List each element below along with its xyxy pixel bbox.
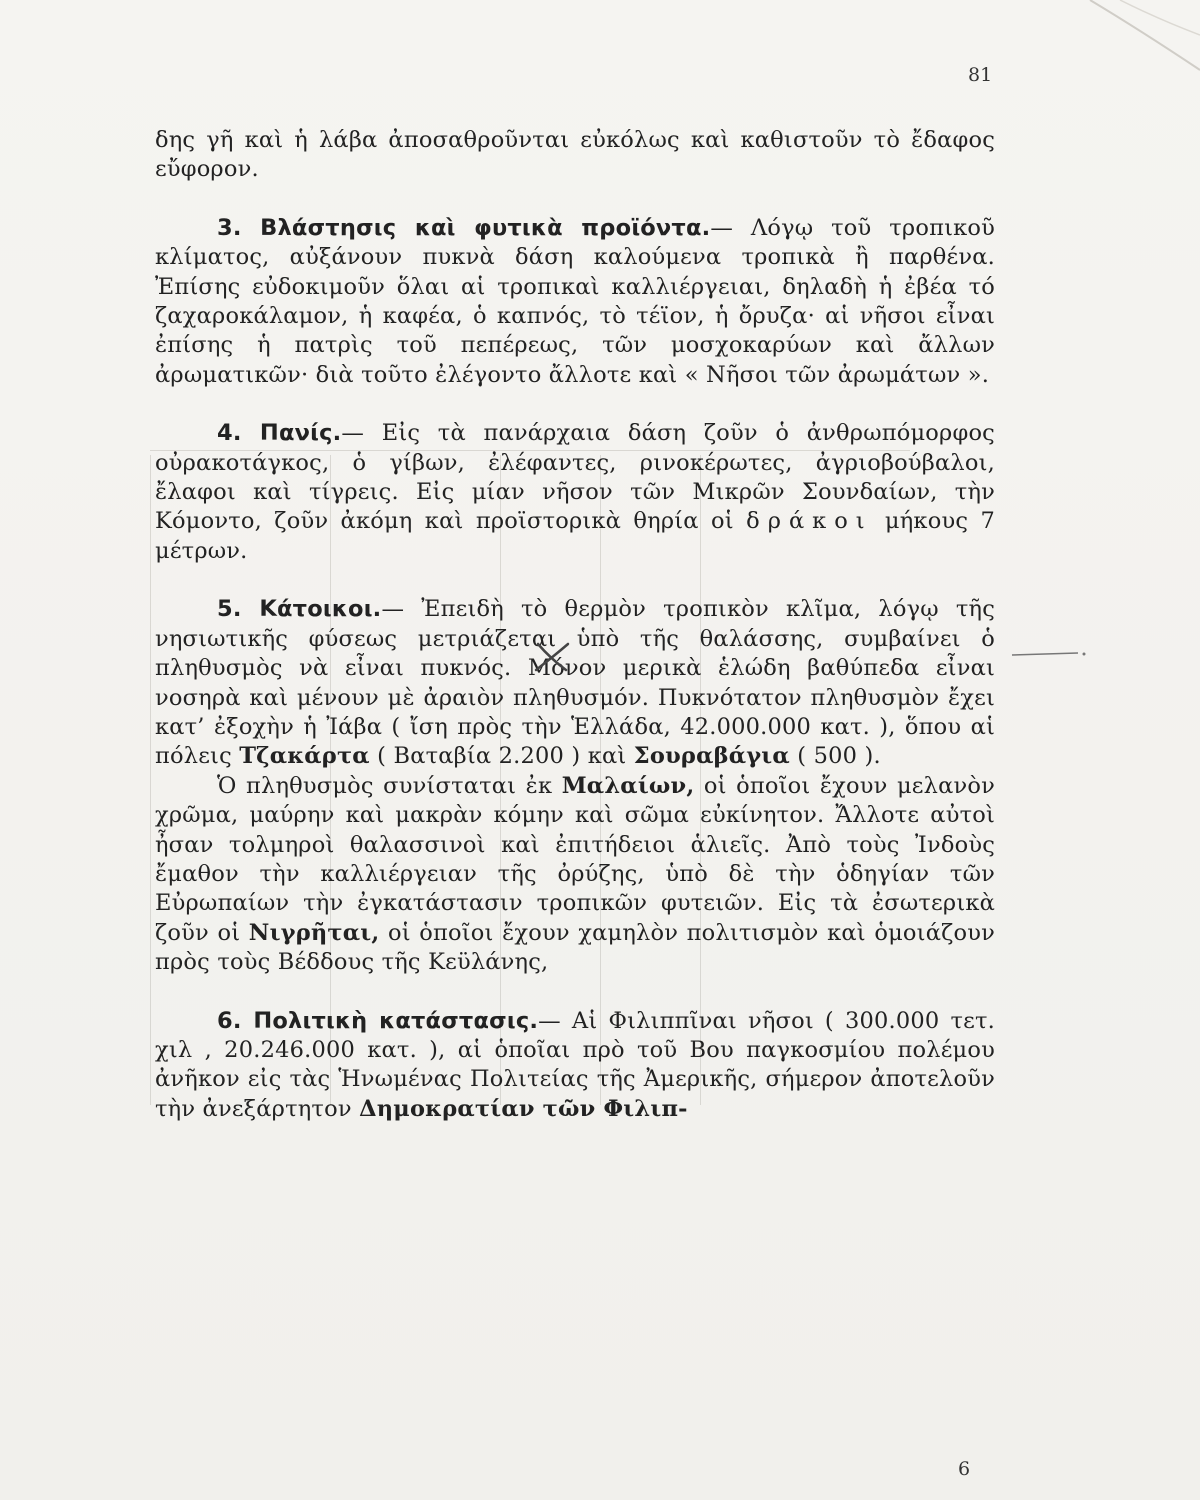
city-name: Σουραβάγια [633,743,790,770]
section-body: — Εἰς τὰ πανάρχαια δάση ζοῦν ὁ ἀνθρωπόμορφος οὐρακοτάγκος, ὁ γίβων, ἐλέφαντες, ρινοκέρωτες, ἀγριοβούβαλοι, ἔλαφοι καὶ τίγρεις. Εἰς μίαν νῆσον τῶν Μικρῶν Σουνδαίων, τὴν Κόμοντο, ζοῦν ἀκόμη καὶ προϊστορικὰ θηρία οἱ [155,420,995,535]
section-inhabitants [155,595,995,771]
body-text [155,126,995,1124]
section-politics [155,1007,995,1125]
section-vegetation [155,214,995,390]
signature-number: 6 [958,1458,971,1480]
paragraph-text: οἱ ὁποῖοι ἔχουν χαμηλὸν πολιτισμὸν καὶ ὁμοιάζουν πρὸς τοὺς Βέδδους τῆς Κεϋλάνης, [155,919,995,976]
paragraph-continuation: δης γῆ καὶ ἡ λάβα ἀποσαθροῦνται εὐκόλως καὶ καθιστοῦν τὸ ἔδαφος εὔφορον. [155,127,995,183]
section-heading: 5. Κάτοικοι. [217,596,382,623]
section-body-tail: μήκους 7 μέτρων. [155,508,995,564]
country-name: Δημοκρατίαν τῶν Φιλιπ- [359,1095,688,1122]
paragraph-gap [155,978,995,1007]
people-name: Μαλαίων, [561,772,695,799]
page-corner-crease [1080,0,1200,90]
margin-pencil-mark [1008,645,1088,665]
section-heading: 4. Πανίς. [217,420,342,447]
section-body: — Ἐπειδὴ τὸ θερμὸν τροπικὸν κλῖμα, λόγῳ τῆς νησιωτικῆς φύσεως μετριάζεται ὑπὸ τῆς θαλάσσης, συμβαίνει ὁ πληθυσμὸς νὰ εἶναι πυκνός. Μόνον μερικὰ ἑλώδη βαθύπεδα εἶναι νοσηρὰ καὶ μένουν μὲ ἀραιὸν πληθυσμόν. Πυκνότατον πληθυσμὸν ἔχει κατ’ ἐξοχὴν ἡ Ἰάβα ( ἴση πρὸς τὴν Ἑλλάδα, 42.000.000 κατ. ), ὅπου αἱ πόλεις [155,596,995,770]
paragraph-gap [155,390,995,419]
people-name: Νιγρῆται, [248,919,380,946]
paragraph-gap [155,185,995,214]
section-body: ( 500 ). [789,743,881,770]
section-body: ( Βαταβία 2.200 ) καὶ [369,743,634,770]
paragraph-text: οἱ ὁποῖοι ἔχουν μελανὸν χρῶμα, μαύρην καὶ μακρὰν κόμην καὶ σῶμα εὐκίνητον. Ἄλλοτε αὐτοὶ ἦσαν τολμηροὶ θαλασσινοὶ καὶ ἐπιτήδειοι ἁλιεῖς. Ἀπὸ τοὺς Ἰνδοὺς ἔμαθον τὴν καλλιέργειαν τῆς ὀρύζης, ὑπὸ δὲ τὴν ὁδηγίαν τῶν Εὐρωπαίων τὴν ἐγκατάστασιν τροπικῶν φυτειῶν. Εἰς τὰ ἐσωτερικὰ ζοῦν οἱ [155,772,995,946]
spaced-word: δράκοι [746,508,873,535]
paragraph-text: Ὁ πληθυσμὸς συνίσταται ἐκ [217,772,562,799]
page-number: 81 [968,64,993,86]
section-body: — Λόγῳ τοῦ τροπικοῦ κλίματος, αὐξάνουν πυκνὰ δάση καλούμενα τροπικὰ ἢ παρθένα. Ἐπίσης εὐδοκιμοῦν ὅλαι αἱ τροπικαὶ καλλιέργειαι, δηλαδὴ ἡ ἐβέα τό ζαχαροκάλαμον, ἡ καφέα, ὁ καπνός, τὸ τέϊον, ἡ ὄρυζα· αἱ νῆσοι εἶναι ἐπίσης ἡ πατρὶς τοῦ πεπέρεως, τῶν μοσχοκαρύων καὶ ἄλλων ἀρωματικῶν· διὰ τοῦτο ἐλέγοντο ἄλλοτε καὶ « Νῆσοι τῶν ἀρωμάτων ». [155,214,995,388]
section-body: — Αἱ Φιλιππῖναι νῆσοι ( 300.000 τετ. χιλ , 20.246.000 κατ. ), αἱ ὁποῖαι πρὸ τοῦ Βου παγκοσμίου πολέμου ἀνῆκον εἰς τὰς Ἡνωμένας Πολιτείας τῆς Ἀμερικῆς, σήμερον ἀποτελοῦν τὴν ἀνεξάρτητον [155,1007,995,1122]
city-name: Τζακάρτα [239,743,370,770]
section-fauna [155,419,995,566]
section-heading: 6. Πολιτικὴ κατάστασις. [217,1007,539,1034]
paragraph-gap [155,566,995,595]
paragraph-population [155,772,995,978]
section-heading: 3. Βλάστησις καὶ φυτικὰ προϊόντα. [217,214,711,241]
handwritten-x-mark [530,640,576,674]
